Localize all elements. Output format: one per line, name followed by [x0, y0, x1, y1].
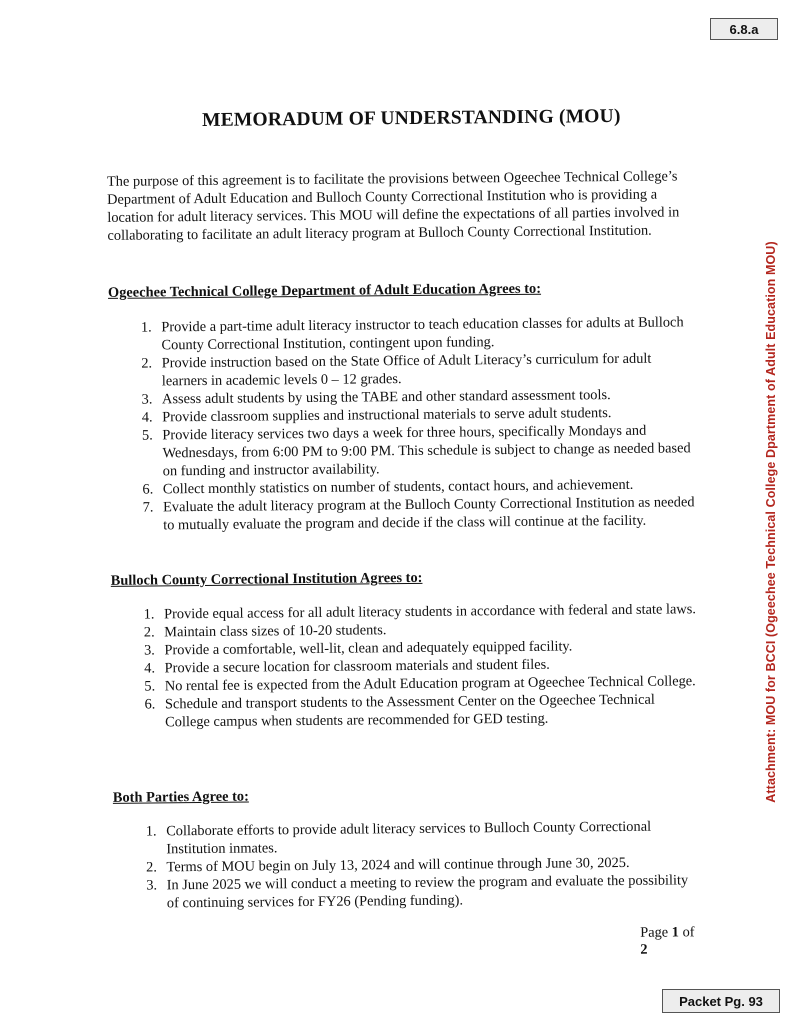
document-title: MEMORADUM OF UNDERSTANDING (MOU)	[201, 105, 621, 131]
agenda-item-tag: 6.8.a	[710, 18, 778, 40]
page-number-total: 2	[640, 941, 648, 958]
attachment-side-text: Attachment: MOU for BCCI (Ogeechee Technical College Dpartment of Adult Education MOU)	[764, 241, 778, 803]
list-item: 4. Provide classroom supplies and instructional materials to serve adult students.	[156, 403, 696, 426]
section-heading-bcci: Bulloch County Correctional Institution Agrees to:	[110, 569, 423, 589]
list-item: 3. In June 2025 we will conduct a meeting to review the program and evaluate the possibility of continuing services for FY26 (Pending funding).	[161, 871, 701, 912]
list-item: 2. Maintain class sizes of 10-20 students.	[158, 618, 698, 641]
list-item: 6. Schedule and transport students to the Assessment Center on the Ogeechee Technical College campus when students are recommended for GED testing.	[159, 690, 699, 731]
list-item: 2. Terms of MOU begin on July 13, 2024 and will continue through June 30, 2025.	[160, 853, 700, 876]
intro-paragraph: The purpose of this agreement is to facilitate the provisions between Ogeechee Technical College’s Department of Adult Education and Bulloch County Correctional Institution who is providing a location for adult literacy services. This MOU will define the expectations of all parties involved in collaborating to facilitate an adult literacy program at Bulloch County Correctional Institution.	[106, 168, 680, 244]
list-item: 6. Collect monthly statistics on number of students, contact hours, and achievement.	[157, 475, 697, 498]
list-item: 2. Provide instruction based on the State Office of Adult Literacy’s curriculum for adult learners in academic levels 0 – 12 grades.	[156, 349, 696, 390]
bcci-obligations-list	[111, 600, 699, 732]
list-item: 1. Collaborate efforts to provide adult literacy services to Bulloch County Correctional Institution inmates.	[160, 817, 700, 858]
list-item: 3. Assess adult students by using the TABE and other standard assessment tools.	[156, 385, 696, 408]
joint-obligations-list	[113, 817, 701, 913]
page-number-separator: of	[682, 924, 695, 941]
list-item: 3. Provide a comfortable, well-lit, clean and adequately equipped facility.	[158, 636, 698, 659]
packet-page-tag: Packet Pg. 93	[662, 989, 780, 1013]
list-item: 1. Provide a part-time adult literacy instructor to teach education classes for adults at Bulloch County Correctional Institution, contingent upon funding.	[155, 313, 695, 354]
page-number-current: 1	[671, 924, 680, 941]
section-heading-both: Both Parties Agree to:	[112, 788, 249, 806]
page-number-label: Page	[640, 924, 669, 941]
list-item: 7. Evaluate the adult literacy program at the Bulloch County Correctional Institution as needed to mutually evaluate the program and decide if the class will continue at the facility.	[157, 493, 697, 534]
section-heading-otc: Ogeechee Technical College Department of Adult Education Agrees to:	[107, 280, 542, 301]
page-number	[640, 924, 704, 959]
list-item: 4. Provide a secure location for classroom materials and student files.	[159, 654, 699, 677]
mou-document	[105, 0, 696, 958]
otc-obligations-list	[108, 313, 697, 535]
list-item: 5. Provide literacy services two days a week for three hours, specifically Mondays and Wednesdays, from 6:00 PM to 9:00 PM. This schedule is subject to change as needed based on funding and instructor availability.	[156, 421, 696, 480]
list-item: 5. No rental fee is expected from the Adult Education program at Ogeechee Technical College.	[159, 672, 699, 695]
list-item: 1. Provide equal access for all adult literacy students in accordance with federal and state laws.	[158, 600, 698, 623]
